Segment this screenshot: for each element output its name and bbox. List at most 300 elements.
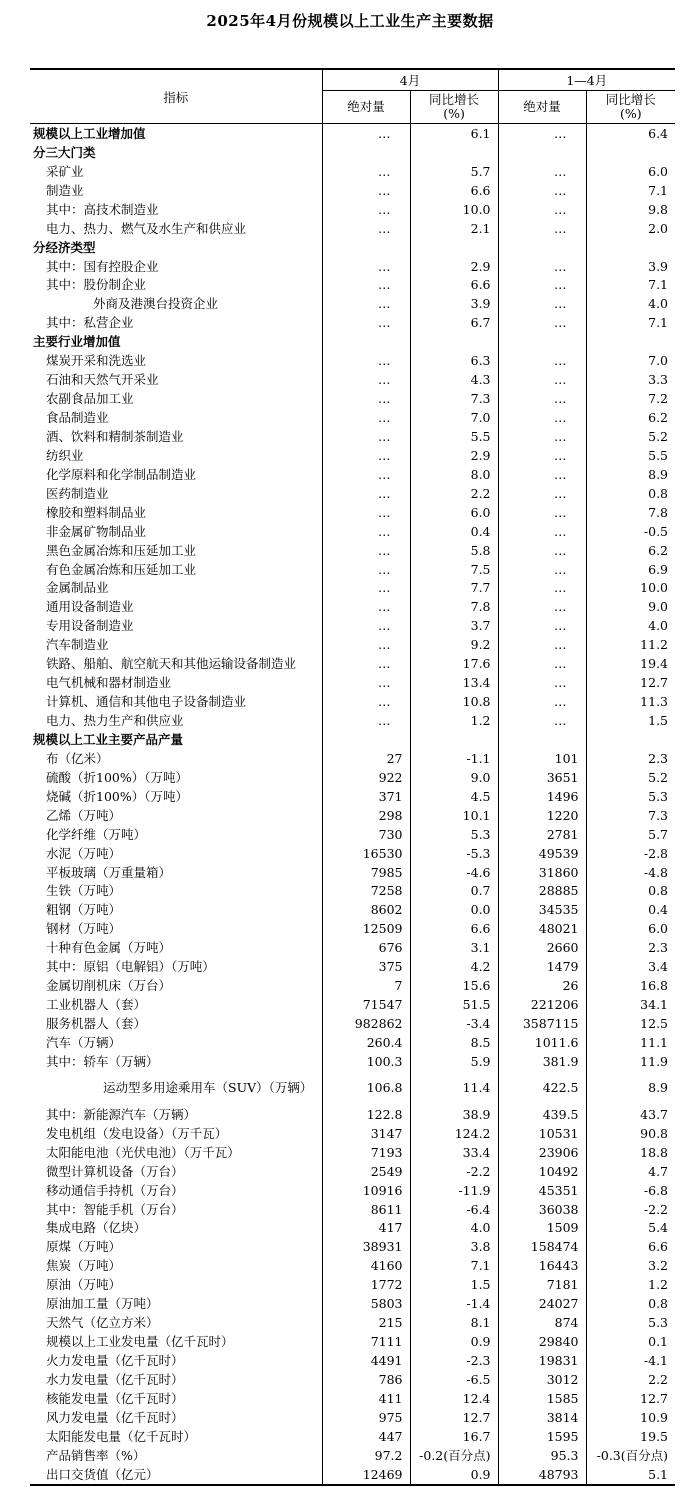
jan-apr-abs-cell: … xyxy=(498,351,586,370)
april-yoy-cell: 7.3 xyxy=(410,389,498,408)
jan-apr-abs-cell: … xyxy=(498,181,586,200)
jan-apr-yoy-cell: 7.2 xyxy=(586,389,675,408)
table-row xyxy=(30,882,675,901)
row-indicator: 风力发电量（亿千瓦时） xyxy=(46,1409,184,1425)
april-yoy-cell: 9.0 xyxy=(410,768,498,787)
row-indicator: 其中：私营企业 xyxy=(46,315,134,331)
april-abs-cell: 922 xyxy=(322,768,410,787)
april-abs-cell: 982862 xyxy=(322,1014,410,1033)
april-abs-cell: … xyxy=(322,313,410,332)
row-indicator: 烧碱（折100%）（万吨） xyxy=(46,788,188,804)
row-indicator: 铁路、船舶、航空航天和其他运输设备制造业 xyxy=(46,656,297,672)
table-row xyxy=(30,313,675,332)
row-indicator: 主要行业增加值 xyxy=(33,334,121,350)
april-abs-cell: 786 xyxy=(322,1370,410,1389)
row-indicator: 农副食品加工业 xyxy=(46,391,134,407)
jan-apr-abs-cell: 28885 xyxy=(498,882,586,901)
april-yoy-cell: -2.2 xyxy=(410,1162,498,1181)
jan-apr-yoy-cell xyxy=(586,730,675,749)
table-row xyxy=(30,635,675,654)
april-yoy-cell: 5.5 xyxy=(410,427,498,446)
april-yoy-cell: 16.7 xyxy=(410,1427,498,1446)
april-abs-cell: … xyxy=(322,427,410,446)
table-row xyxy=(30,1162,675,1181)
jan-apr-abs-cell: … xyxy=(498,389,586,408)
row-indicator: 有色金属冶炼和压延加工业 xyxy=(46,561,197,577)
table-row xyxy=(30,162,675,181)
april-abs-cell: 7 xyxy=(322,976,410,995)
april-yoy-cell: 3.9 xyxy=(410,294,498,313)
april-yoy-header: 同比增长 (%) xyxy=(410,91,498,124)
table-row xyxy=(30,730,675,749)
row-indicator: 通用设备制造业 xyxy=(46,599,134,615)
row-indicator: 原煤（万吨） xyxy=(46,1239,122,1255)
table-row xyxy=(30,579,675,598)
april-yoy-cell: 7.7 xyxy=(410,579,498,598)
row-indicator: 外商及港澳台投资企业 xyxy=(93,296,219,312)
row-indicator: 水泥（万吨） xyxy=(46,845,122,861)
april-yoy-cell: 7.5 xyxy=(410,560,498,579)
row-indicator: 电力、热力、燃气及水生产和供应业 xyxy=(46,220,247,236)
april-yoy-cell: 5.7 xyxy=(410,162,498,181)
jan-apr-yoy-cell: 18.8 xyxy=(586,1143,675,1162)
april-abs-cell: … xyxy=(322,351,410,370)
table-row xyxy=(30,616,675,635)
jan-apr-abs-cell: 19831 xyxy=(498,1351,586,1370)
jan-apr-abs-cell: … xyxy=(498,427,586,446)
april-abs-cell: 4160 xyxy=(322,1256,410,1275)
table-row xyxy=(30,1351,675,1370)
jan-apr-yoy-cell: 9.8 xyxy=(586,200,675,219)
april-abs-cell: … xyxy=(322,446,410,465)
row-indicator: 其中：高技术制造业 xyxy=(46,201,159,217)
jan-apr-yoy-cell: 12.7 xyxy=(586,673,675,692)
april-abs-cell: … xyxy=(322,635,410,654)
jan-apr-abs-cell: 1595 xyxy=(498,1427,586,1446)
table-row xyxy=(30,673,675,692)
row-indicator: 微型计算机设备（万台） xyxy=(46,1163,184,1179)
table-header xyxy=(30,69,675,124)
april-yoy-cell: 1.5 xyxy=(410,1275,498,1294)
row-indicator: 专用设备制造业 xyxy=(46,618,134,634)
jan-apr-yoy-cell: 3.9 xyxy=(586,257,675,276)
row-indicator: 工业机器人（套） xyxy=(46,997,147,1013)
table-row xyxy=(30,294,675,313)
table-row xyxy=(30,957,675,976)
jan-apr-yoy-cell: 9.0 xyxy=(586,597,675,616)
table-row xyxy=(30,1427,675,1446)
april-yoy-cell: 0.9 xyxy=(410,1465,498,1485)
jan-apr-yoy-cell: 3.2 xyxy=(586,1256,675,1275)
jan-apr-yoy-cell: 8.9 xyxy=(586,1071,675,1105)
april-abs-cell: 417 xyxy=(322,1219,410,1238)
april-abs-cell: 122.8 xyxy=(322,1105,410,1124)
jan-apr-yoy-cell: 7.1 xyxy=(586,181,675,200)
april-abs-cell: 730 xyxy=(322,825,410,844)
row-indicator: 其中：轿车（万辆） xyxy=(46,1053,159,1069)
april-abs-cell: 8611 xyxy=(322,1200,410,1219)
jan-apr-yoy-cell: -6.8 xyxy=(586,1181,675,1200)
row-indicator: 规模以上工业增加值 xyxy=(33,125,146,141)
jan-apr-yoy-cell xyxy=(586,238,675,257)
april-abs-cell: … xyxy=(322,389,410,408)
row-indicator: 原油（万吨） xyxy=(46,1277,122,1293)
table-row xyxy=(30,787,675,806)
jan-apr-abs-cell: … xyxy=(498,200,586,219)
table-row xyxy=(30,541,675,560)
table-row xyxy=(30,1219,675,1238)
april-abs-cell: 411 xyxy=(322,1389,410,1408)
jan-apr-abs-cell: 7181 xyxy=(498,1275,586,1294)
april-yoy-cell: 3.1 xyxy=(410,938,498,957)
jan-apr-abs-cell: 29840 xyxy=(498,1332,586,1351)
jan-apr-yoy-cell: 3.4 xyxy=(586,957,675,976)
april-yoy-cell: 12.7 xyxy=(410,1408,498,1427)
april-abs-cell xyxy=(322,332,410,351)
april-abs-cell: 97.2 xyxy=(322,1446,410,1465)
table-row xyxy=(30,143,675,162)
april-yoy-cell: 2.1 xyxy=(410,219,498,238)
table-row xyxy=(30,1071,675,1105)
row-indicator: 采矿业 xyxy=(46,163,84,179)
row-indicator: 其中：原铝（电解铝）（万吨） xyxy=(46,959,215,975)
april-abs-cell: … xyxy=(322,162,410,181)
jan-apr-yoy-cell: -0.5 xyxy=(586,522,675,541)
jan-apr-abs-cell: … xyxy=(498,597,586,616)
table-row xyxy=(30,1389,675,1408)
jan-apr-yoy-cell: 1.2 xyxy=(586,1275,675,1294)
jan-apr-yoy-cell: 4.7 xyxy=(586,1162,675,1181)
table-row xyxy=(30,1275,675,1294)
april-yoy-cell xyxy=(410,332,498,351)
jan-apr-abs-cell: 31860 xyxy=(498,863,586,882)
table-row xyxy=(30,768,675,787)
april-abs-cell: 375 xyxy=(322,957,410,976)
april-abs-cell: 100.3 xyxy=(322,1052,410,1071)
april-abs-cell: … xyxy=(322,276,410,295)
april-abs-cell: 4491 xyxy=(322,1351,410,1370)
jan-apr-abs-cell: 101 xyxy=(498,749,586,768)
jan-apr-yoy-cell: 10.0 xyxy=(586,579,675,598)
jan-apr-abs-cell: … xyxy=(498,503,586,522)
row-indicator: 金属制品业 xyxy=(46,580,109,596)
april-yoy-cell: 10.0 xyxy=(410,200,498,219)
row-indicator: 核能发电量（亿千瓦时） xyxy=(46,1390,184,1406)
jan-apr-yoy-cell: 6.0 xyxy=(586,919,675,938)
row-indicator: 焦炭（万吨） xyxy=(46,1258,122,1274)
april-abs-cell: 7985 xyxy=(322,863,410,882)
april-abs-cell: … xyxy=(322,370,410,389)
row-indicator: 其中：智能手机（万台） xyxy=(46,1201,184,1217)
jan-apr-yoy-cell: -4.8 xyxy=(586,863,675,882)
jan-apr-yoy-cell: 11.1 xyxy=(586,1033,675,1052)
jan-apr-yoy-cell: 5.2 xyxy=(586,427,675,446)
april-yoy-cell: 2.9 xyxy=(410,257,498,276)
april-abs-cell: 447 xyxy=(322,1427,410,1446)
table-row xyxy=(30,200,675,219)
april-abs-cell: 10916 xyxy=(322,1181,410,1200)
april-yoy-cell: -3.4 xyxy=(410,1014,498,1033)
jan-apr-abs-cell: … xyxy=(498,257,586,276)
april-abs-cell: 7111 xyxy=(322,1332,410,1351)
april-abs-cell: … xyxy=(322,560,410,579)
april-yoy-cell: 4.2 xyxy=(410,957,498,976)
row-indicator: 制造业 xyxy=(46,182,84,198)
jan-apr-abs-cell: … xyxy=(498,370,586,389)
april-yoy-cell: 3.8 xyxy=(410,1237,498,1256)
table-row xyxy=(30,919,675,938)
april-abs-cell: … xyxy=(322,579,410,598)
table-row xyxy=(30,1181,675,1200)
april-abs-cell: 7258 xyxy=(322,882,410,901)
jan-apr-yoy-cell: 7.1 xyxy=(586,276,675,295)
table-row xyxy=(30,351,675,370)
april-abs-cell: 16530 xyxy=(322,844,410,863)
april-abs-cell: … xyxy=(322,181,410,200)
jan-apr-abs-cell: 1585 xyxy=(498,1389,586,1408)
jan-apr-abs-cell: 16443 xyxy=(498,1256,586,1275)
jan-apr-abs-cell: 49539 xyxy=(498,844,586,863)
jan-apr-yoy-cell: 5.4 xyxy=(586,1219,675,1238)
april-yoy-cell: -1.4 xyxy=(410,1294,498,1313)
jan-apr-yoy-cell: 5.1 xyxy=(586,1465,675,1485)
jan-apr-abs-cell: 24027 xyxy=(498,1294,586,1313)
table-row xyxy=(30,370,675,389)
april-yoy-cell: 10.1 xyxy=(410,806,498,825)
april-yoy-cell: 9.2 xyxy=(410,635,498,654)
april-yoy-cell: 7.0 xyxy=(410,408,498,427)
april-yoy-cell: 124.2 xyxy=(410,1124,498,1143)
jan-apr-abs-cell: … xyxy=(498,408,586,427)
row-indicator: 其中：股份制企业 xyxy=(46,277,147,293)
table-row xyxy=(30,465,675,484)
april-yoy-cell: 5.9 xyxy=(410,1052,498,1071)
jan-apr-abs-cell: … xyxy=(498,541,586,560)
jan-apr-abs-cell: … xyxy=(498,124,586,143)
table-row xyxy=(30,1465,675,1485)
jan-apr-abs-cell: … xyxy=(498,522,586,541)
april-yoy-cell: 6.6 xyxy=(410,276,498,295)
page-title: 2025年4月份规模以上工业生产主要数据 xyxy=(206,12,494,30)
jan-apr-yoy-cell: 12.5 xyxy=(586,1014,675,1033)
row-indicator: 其中：新能源汽车（万辆） xyxy=(46,1106,197,1122)
table-row xyxy=(30,219,675,238)
table-row xyxy=(30,257,675,276)
jan-apr-abs-cell: 45351 xyxy=(498,1181,586,1200)
april-abs-cell: … xyxy=(322,257,410,276)
jan-apr-yoy-cell: 16.8 xyxy=(586,976,675,995)
jan-apr-abs-cell xyxy=(498,730,586,749)
table-row xyxy=(30,692,675,711)
table-row xyxy=(30,1105,675,1124)
table-row xyxy=(30,844,675,863)
table-row xyxy=(30,332,675,351)
jan-apr-yoy-cell: 0.8 xyxy=(586,1294,675,1313)
april-yoy-cell: 17.6 xyxy=(410,654,498,673)
table-row xyxy=(30,863,675,882)
jan-apr-yoy-cell: 0.8 xyxy=(586,484,675,503)
jan-apr-yoy-cell: 5.7 xyxy=(586,825,675,844)
table-row xyxy=(30,1256,675,1275)
april-abs-cell: 8602 xyxy=(322,900,410,919)
april-yoy-cell: 6.1 xyxy=(410,124,498,143)
jan-apr-yoy-cell: 2.3 xyxy=(586,938,675,957)
april-yoy-cell: 13.4 xyxy=(410,673,498,692)
row-indicator: 规模以上工业发电量（亿千瓦时） xyxy=(46,1334,234,1350)
table-row xyxy=(30,276,675,295)
april-abs-cell: … xyxy=(322,711,410,730)
jan-apr-yoy-cell: 5.3 xyxy=(586,787,675,806)
table-row xyxy=(30,503,675,522)
jan-apr-abs-cell: 36038 xyxy=(498,1200,586,1219)
table-row xyxy=(30,1014,675,1033)
jan-apr-abs-cell xyxy=(498,332,586,351)
jan-apr-abs-cell xyxy=(498,238,586,257)
april-yoy-cell: 33.4 xyxy=(410,1143,498,1162)
april-yoy-cell: 15.6 xyxy=(410,976,498,995)
jan-apr-yoy-cell: 90.8 xyxy=(586,1124,675,1143)
row-indicator: 非金属矿物制品业 xyxy=(46,523,147,539)
row-indicator: 橡胶和塑料制品业 xyxy=(46,504,147,520)
jan-apr-yoy-cell: 2.2 xyxy=(586,1370,675,1389)
april-yoy-cell xyxy=(410,143,498,162)
april-yoy-cell: 7.1 xyxy=(410,1256,498,1275)
table-row xyxy=(30,408,675,427)
jan-apr-abs-cell: 422.5 xyxy=(498,1071,586,1105)
row-indicator: 化学原料和化学制品制造业 xyxy=(46,466,197,482)
row-indicator: 分三大门类 xyxy=(33,144,96,160)
row-indicator: 乙烯（万吨） xyxy=(46,807,122,823)
table-row xyxy=(30,1033,675,1052)
april-abs-cell: 2549 xyxy=(322,1162,410,1181)
april-abs-cell: … xyxy=(322,219,410,238)
jan-apr-yoy-cell: 6.6 xyxy=(586,1237,675,1256)
april-yoy-cell: -0.2(百分点) xyxy=(410,1446,498,1465)
row-indicator: 移动通信手持机（万台） xyxy=(46,1182,184,1198)
april-abs-cell: 5803 xyxy=(322,1294,410,1313)
jan-apr-yoy-cell: 11.9 xyxy=(586,1052,675,1071)
jan-apr-yoy-cell: 0.1 xyxy=(586,1332,675,1351)
april-abs-cell: 298 xyxy=(322,806,410,825)
jan-apr-yoy-cell: 2.0 xyxy=(586,219,675,238)
jan-apr-abs-cell: 381.9 xyxy=(498,1052,586,1071)
jan-apr-abs-cell: 3012 xyxy=(498,1370,586,1389)
jan-apr-yoy-cell: -4.1 xyxy=(586,1351,675,1370)
april-yoy-cell: 51.5 xyxy=(410,995,498,1014)
row-indicator: 汽车（万辆） xyxy=(46,1034,122,1050)
jan-apr-yoy-cell: 6.4 xyxy=(586,124,675,143)
april-yoy-cell: 4.5 xyxy=(410,787,498,806)
april-yoy-cell: -5.3 xyxy=(410,844,498,863)
jan-apr-abs-cell: 26 xyxy=(498,976,586,995)
row-indicator: 天然气（亿立方米） xyxy=(46,1315,159,1331)
jan-apr-yoy-cell: 7.3 xyxy=(586,806,675,825)
jan-apr-yoy-cell xyxy=(586,332,675,351)
table-row xyxy=(30,484,675,503)
row-indicator: 生铁（万吨） xyxy=(46,883,122,899)
jan-apr-abs-cell: 1509 xyxy=(498,1219,586,1238)
table-row xyxy=(30,711,675,730)
table-row xyxy=(30,1313,675,1332)
table-row xyxy=(30,1408,675,1427)
april-abs-cell: 371 xyxy=(322,787,410,806)
jan-apr-yoy-cell: 3.3 xyxy=(586,370,675,389)
april-yoy-cell: 8.0 xyxy=(410,465,498,484)
jan-apr-yoy-cell: 11.2 xyxy=(586,635,675,654)
april-yoy-cell: 0.9 xyxy=(410,1332,498,1351)
row-indicator: 十种有色金属（万吨） xyxy=(46,940,172,956)
jan-apr-yoy-cell: 6.2 xyxy=(586,408,675,427)
row-indicator: 规模以上工业主要产品产量 xyxy=(33,731,184,747)
table-row xyxy=(30,1370,675,1389)
april-abs-cell: … xyxy=(322,200,410,219)
april-abs-cell: … xyxy=(322,616,410,635)
jan-apr-abs-cell: 48793 xyxy=(498,1465,586,1485)
april-abs-cell: 38931 xyxy=(322,1237,410,1256)
jan-apr-abs-cell: 23906 xyxy=(498,1143,586,1162)
jan-apr-yoy-cell: 6.0 xyxy=(586,162,675,181)
april-yoy-cell xyxy=(410,238,498,257)
jan-apr-abs-cell: 10492 xyxy=(498,1162,586,1181)
april-yoy-cell: 11.4 xyxy=(410,1071,498,1105)
row-indicator: 出口交货值（亿元） xyxy=(30,1465,322,1485)
april-yoy-cell: 8.1 xyxy=(410,1313,498,1332)
april-abs-cell: 7193 xyxy=(322,1143,410,1162)
table-row xyxy=(30,238,675,257)
row-indicator: 太阳能发电量（亿千瓦时） xyxy=(46,1428,197,1444)
april-yoy-cell: 6.6 xyxy=(410,181,498,200)
jan-apr-yoy-cell xyxy=(586,143,675,162)
row-indicator: 计算机、通信和其他电子设备制造业 xyxy=(46,694,247,710)
jan-apr-abs-cell: 874 xyxy=(498,1313,586,1332)
row-indicator: 分经济类型 xyxy=(33,239,96,255)
april-abs-header: 绝对量 xyxy=(322,91,410,124)
row-indicator: 产品销售率（%） xyxy=(46,1447,146,1463)
april-yoy-cell: 5.8 xyxy=(410,541,498,560)
april-abs-cell: … xyxy=(322,408,410,427)
april-yoy-cell: 4.0 xyxy=(410,1219,498,1238)
april-yoy-cell: 6.6 xyxy=(410,919,498,938)
jan-apr-abs-cell: … xyxy=(498,579,586,598)
april-yoy-cell: 6.7 xyxy=(410,313,498,332)
jan-apr-yoy-cell: 7.1 xyxy=(586,313,675,332)
row-indicator: 平板玻璃（万重量箱） xyxy=(46,864,172,880)
table-row xyxy=(30,654,675,673)
jan-apr-abs-cell: … xyxy=(498,654,586,673)
row-indicator: 服务机器人（套） xyxy=(46,1016,147,1032)
april-abs-cell: 215 xyxy=(322,1313,410,1332)
jan-apr-abs-cell: 1011.6 xyxy=(498,1033,586,1052)
jan-apr-yoy-cell: -2.2 xyxy=(586,1200,675,1219)
row-indicator: 纺织业 xyxy=(46,447,84,463)
table-row xyxy=(30,1143,675,1162)
row-indicator: 钢材（万吨） xyxy=(46,921,122,937)
jan-apr-yoy-cell: 5.2 xyxy=(586,768,675,787)
april-abs-cell: 12469 xyxy=(322,1465,410,1485)
table-row xyxy=(30,389,675,408)
april-yoy-cell: 8.5 xyxy=(410,1033,498,1052)
table-row xyxy=(30,124,675,143)
jan-apr-yoy-cell: 6.2 xyxy=(586,541,675,560)
april-abs-cell: 106.8 xyxy=(322,1071,410,1105)
jan-apr-abs-cell: … xyxy=(498,692,586,711)
table-row xyxy=(30,181,675,200)
april-yoy-cell: -6.5 xyxy=(410,1370,498,1389)
april-yoy-cell: -6.4 xyxy=(410,1200,498,1219)
table-row xyxy=(30,522,675,541)
april-yoy-cell: 6.0 xyxy=(410,503,498,522)
jan-apr-abs-cell: … xyxy=(498,219,586,238)
